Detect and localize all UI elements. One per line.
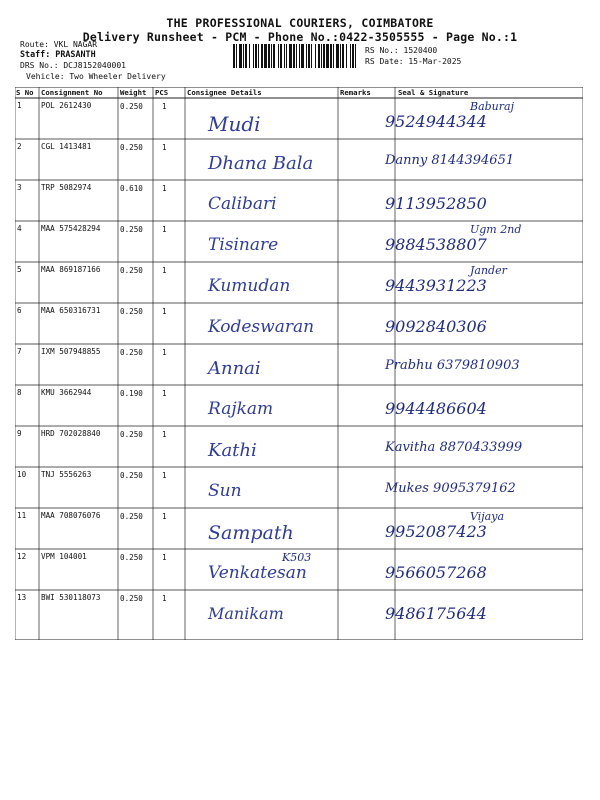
row-signature: 9944486604 bbox=[385, 399, 487, 418]
row-weight: 0.250 bbox=[120, 225, 143, 234]
row-consignee: Venkatesan bbox=[208, 563, 307, 583]
company-title: THE PROFESSIONAL COURIERS, COIMBATORE bbox=[166, 16, 434, 30]
row-weight: 0.250 bbox=[120, 512, 143, 521]
row-sno: 3 bbox=[17, 183, 22, 192]
col-header-sno: S No bbox=[16, 88, 34, 97]
row-signature: Prabhu 6379810903 bbox=[385, 358, 520, 373]
row-sno: 1 bbox=[17, 101, 22, 110]
row-weight: 0.250 bbox=[120, 307, 143, 316]
row-signature: 9113952850 bbox=[385, 194, 487, 213]
col-header-weight: Weight bbox=[120, 88, 147, 97]
row-consignment-no: MAA 650316731 bbox=[41, 306, 101, 315]
row-signature: Danny 8144394651 bbox=[385, 153, 515, 168]
row-signature: Mukes 9095379162 bbox=[385, 481, 516, 496]
row-weight: 0.250 bbox=[120, 102, 143, 111]
row-signature-note: Jander bbox=[470, 264, 507, 277]
vehicle-info: Vehicle: Two Wheeler Delivery bbox=[26, 72, 166, 81]
row-signature: 9486175644 bbox=[385, 604, 487, 623]
route-info: Route: VKL NAGAR bbox=[20, 40, 98, 49]
row-consignee: Calibari bbox=[208, 194, 277, 214]
drs-info: DRS No.: DCJ8152040001 bbox=[20, 61, 126, 70]
row-weight: 0.250 bbox=[120, 594, 143, 603]
row-consignment-no: IXM 507948855 bbox=[41, 347, 101, 356]
row-consignee: Dhana Bala bbox=[208, 153, 314, 174]
row-consignee: Tisinare bbox=[208, 235, 279, 255]
row-pcs: 1 bbox=[162, 553, 167, 562]
row-consignee: Manikam bbox=[208, 604, 284, 623]
row-sno: 6 bbox=[17, 306, 22, 315]
row-signature: 9952087423 bbox=[385, 522, 487, 541]
row-weight: 0.250 bbox=[120, 266, 143, 275]
row-pcs: 1 bbox=[162, 102, 167, 111]
row-sno: 11 bbox=[17, 511, 27, 520]
row-consignment-no: KMU 3662944 bbox=[41, 388, 92, 397]
row-sno: 8 bbox=[17, 388, 22, 397]
row-pcs: 1 bbox=[162, 143, 167, 152]
row-sno: 10 bbox=[17, 470, 27, 479]
row-consignee: Kumudan bbox=[208, 276, 291, 296]
row-signature: 9884538807 bbox=[385, 235, 487, 254]
row-consignment-no: MAA 708076076 bbox=[41, 511, 101, 520]
row-weight: 0.250 bbox=[120, 471, 143, 480]
row-pcs: 1 bbox=[162, 225, 167, 234]
barcode-icon bbox=[233, 44, 359, 68]
row-pcs: 1 bbox=[162, 184, 167, 193]
staff-info: Staff: PRASANTH bbox=[20, 49, 96, 59]
row-consignee: Annai bbox=[208, 358, 261, 379]
row-signature: 9524944344 bbox=[385, 112, 487, 131]
row-signature-note: Baburaj bbox=[470, 100, 514, 113]
row-pcs: 1 bbox=[162, 594, 167, 603]
row-sno: 7 bbox=[17, 347, 22, 356]
row-consignee: Kodeswaran bbox=[208, 317, 315, 337]
runsheet-subtitle: Delivery Runsheet - PCM - Phone No.:0422-3505555 - Page No.:1 bbox=[82, 30, 518, 44]
row-sno: 13 bbox=[17, 593, 27, 602]
row-consignee: Sampath bbox=[208, 522, 294, 544]
row-weight: 0.610 bbox=[120, 184, 143, 193]
row-weight: 0.250 bbox=[120, 143, 143, 152]
row-consignment-no: CGL 1413481 bbox=[41, 142, 92, 151]
row-consignment-no: MAA 575428294 bbox=[41, 224, 101, 233]
row-consignee: Mudi bbox=[208, 112, 261, 136]
col-header-signature: Seal & Signature bbox=[398, 88, 469, 97]
row-pcs: 1 bbox=[162, 266, 167, 275]
row-consignment-no: HRD 702028840 bbox=[41, 429, 101, 438]
row-signature-note: K503 bbox=[282, 551, 312, 564]
row-signature: 9443931223 bbox=[385, 276, 487, 295]
row-signature-note: Ugm 2nd bbox=[470, 223, 522, 236]
row-signature: 9092840306 bbox=[385, 317, 487, 336]
row-pcs: 1 bbox=[162, 348, 167, 357]
row-weight: 0.190 bbox=[120, 389, 143, 398]
row-consignee: Kathi bbox=[208, 440, 257, 461]
row-consignment-no: MAA 869187166 bbox=[41, 265, 101, 274]
row-consignee: Sun bbox=[208, 481, 242, 501]
col-header-consignee: Consignee Details bbox=[187, 88, 262, 97]
col-header-pcs: PCS bbox=[155, 88, 169, 97]
row-weight: 0.250 bbox=[120, 348, 143, 357]
row-consignee: Rajkam bbox=[208, 399, 274, 419]
row-consignment-no: TNJ 5556263 bbox=[41, 470, 92, 479]
row-weight: 0.250 bbox=[120, 430, 143, 439]
row-pcs: 1 bbox=[162, 430, 167, 439]
row-sno: 2 bbox=[17, 142, 22, 151]
row-sno: 5 bbox=[17, 265, 22, 274]
row-pcs: 1 bbox=[162, 389, 167, 398]
row-sno: 12 bbox=[17, 552, 27, 561]
row-consignment-no: VPM 104001 bbox=[41, 552, 87, 561]
row-pcs: 1 bbox=[162, 307, 167, 316]
row-pcs: 1 bbox=[162, 512, 167, 521]
row-sno: 9 bbox=[17, 429, 22, 438]
row-sno: 4 bbox=[17, 224, 22, 233]
col-header-consignment: Consignment No bbox=[41, 88, 103, 97]
col-header-remarks: Remarks bbox=[340, 88, 371, 97]
rs-date: RS Date: 15-Mar-2025 bbox=[365, 57, 462, 66]
row-consignment-no: TRP 5082974 bbox=[41, 183, 92, 192]
row-consignment-no: BWI 530118073 bbox=[41, 593, 101, 602]
row-weight: 0.250 bbox=[120, 553, 143, 562]
row-signature: 9566057268 bbox=[385, 563, 487, 582]
row-pcs: 1 bbox=[162, 471, 167, 480]
rs-number: RS No.: 1520400 bbox=[365, 46, 438, 55]
row-consignment-no: POL 2612430 bbox=[41, 101, 92, 110]
row-signature-note: Vijaya bbox=[470, 510, 505, 523]
row-signature: Kavitha 8870433999 bbox=[385, 440, 523, 455]
